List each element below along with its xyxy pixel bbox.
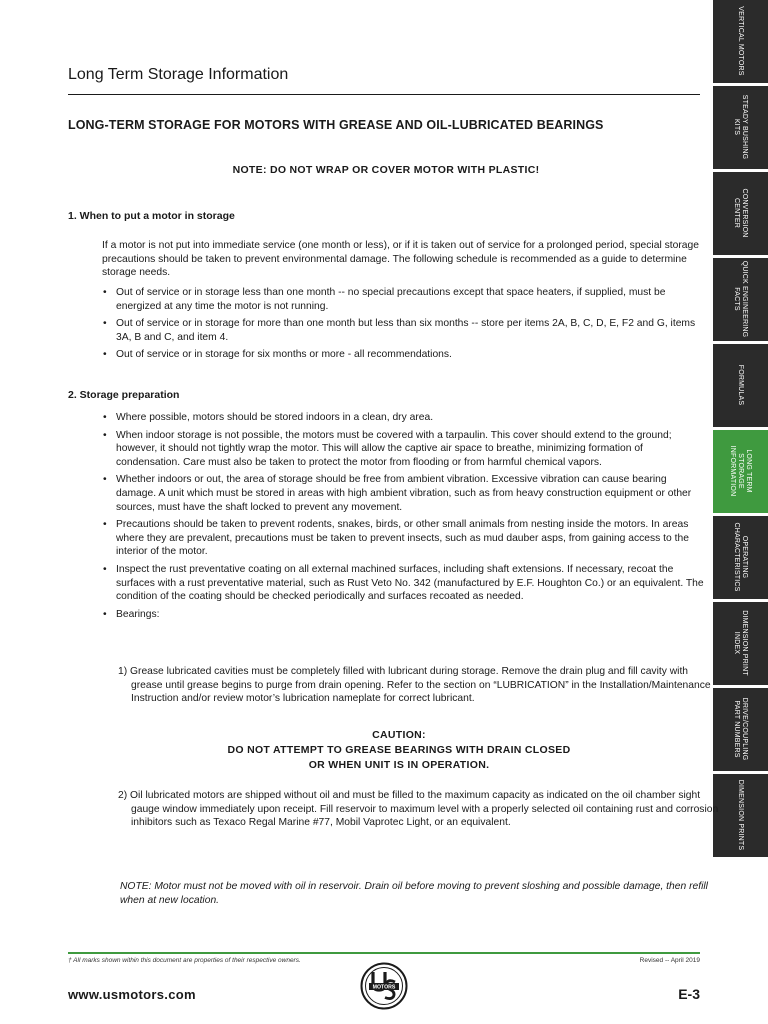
title-divider — [68, 94, 700, 95]
us-motors-logo-icon — [360, 962, 408, 1010]
side-tab-steady-bushing-kits[interactable] — [713, 86, 768, 169]
main-heading: LONG-TERM STORAGE FOR MOTORS WITH GREASE AND OIL-LUBRICATED BEARINGS — [68, 118, 604, 132]
side-tab-label: OPERATING CHARACTERISTICS — [733, 522, 748, 592]
caution-title: CAUTION: — [372, 729, 426, 741]
section-2-heading: 2. Storage preparation — [68, 389, 180, 401]
footer-divider — [68, 952, 700, 954]
bearing-grease-item: 1) Grease lubricated cavities must be completely filled with lubricant during storage. Remove the drain plug and fill cavity with grease until grease begins to purge from drain opening. Refer to the section on “LUBRICATION” in the Installation/Maintenance Instruction and/or review motor’s lubrication nameplate for correct lubricant. — [118, 666, 711, 705]
logo-text: MOTORS — [372, 984, 396, 991]
side-tab-label: STEADY BUSHING KITS — [733, 94, 748, 160]
side-tab-label: VERTICAL MOTORS — [737, 6, 744, 76]
list-item-text: Out of service or in storage for six months or more - all recommendations. — [116, 349, 452, 361]
side-tab-dimension-print-index[interactable] — [713, 602, 768, 685]
side-tab-long-term-storage[interactable] — [713, 430, 768, 513]
list-item-text: Precautions should be taken to prevent rodents, snakes, birds, or other small animals from nesting inside the motors. In areas where they are prevalent, precautions must be taken to prevent insects, such as mud dauber asps, from gaining access to the interior of the motor. — [116, 519, 689, 558]
list-item: • Out of service or in storage for more than one month but less than six months -- store per items 2A, B, C, D, E, F2 and G, items 3A, B and C, and item 4. — [103, 318, 696, 343]
list-item: • Out of service or in storage less than one month -- no special precautions except that space heaters, if supplied, must be energized at any time the motor is not running. — [103, 287, 666, 312]
side-tab-label: DIMENSION PRINT INDEX — [733, 610, 748, 676]
side-tab-quick-engineering-facts[interactable] — [713, 258, 768, 341]
section-1-heading: 1. When to put a motor in storage — [68, 210, 235, 222]
section-1-intro: If a motor is not put into immediate service (one month or less), or if it is taken out of service for a prolonged period, special storage precautions should be taken to prevent environmental damage. The following schedule is recommended as a guide to determine storage needs. — [102, 240, 699, 279]
revision-date: Revised -- April 2019 — [639, 957, 700, 964]
side-tab-label: QUICK ENGINEERING FACTS — [733, 260, 748, 338]
list-item: • Out of service or in storage for six months or more - all recommendations. — [103, 349, 452, 361]
trademark-note: † All marks shown within this document are properties of their respective owners. — [68, 957, 301, 964]
side-tab-label: CONVERSION CENTER — [733, 188, 748, 238]
bearing-oil-item: 2) Oil lubricated motors are shipped without oil and must be filled to the maximum capacity as indicated on the oil chamber sight gauge window immediately upon receipt. Fill reservoir to maximum level with a properly selected oil containing rust and corrosion inhibitors such as Texaco Regal Marine #77, Mobil Vaprotec Light, or an equivalent. — [118, 790, 719, 829]
oil-reservoir-note: NOTE: Motor must not be moved with oil in reservoir. Drain oil before moving to prevent sloshing and possible damage, then refill when at new location. — [120, 881, 708, 906]
side-tab-label: LONG TERM STORAGE INFORMATION — [729, 445, 752, 497]
plastic-warning-note: NOTE: DO NOT WRAP OR COVER MOTOR WITH PLASTIC! — [232, 164, 540, 176]
list-item: • Where possible, motors should be stored indoors in a clean, dry area. — [103, 412, 434, 423]
list-item-text: When indoor storage is not possible, the motors must be covered with a tarpaulin. This cover should extend to the ground; however, it should not tightly wrap the motor. This will allow the captive air space to breathe, minimizing formation of condensation. Care must also be taken to protect the motor from flooding or from harmful chemical vapors. — [116, 429, 672, 468]
side-tab-operating-characteristics[interactable] — [713, 516, 768, 599]
side-tab-label: FORMULAS — [737, 364, 744, 406]
list-item-text: Out of service or in storage less than one month -- no special precautions except that space heaters, if supplied, must be energized at any time the motor is not running. — [116, 287, 666, 312]
side-tab-conversion-center[interactable] — [713, 172, 768, 255]
list-item: • Bearings: — [103, 608, 160, 620]
list-item-text: Whether indoors or out, the area of storage should be free from ambient vibration. Excessive vibration can cause bearing damage. A unit which must be stored in areas with high ambient vibration, such as from heavy construction equipment or other sources, must have the shaft locked to prevent any movement. — [116, 474, 692, 513]
section-2-list — [102, 411, 704, 625]
side-tab-label: DIMENSION PRINTS — [737, 779, 744, 851]
list-item: • Whether indoors or out, the area of storage should be free from ambient vibration. Excessive vibration can cause bearing damage. A unit which must be stored in areas with high ambient vibration, such as from heavy construction equipment or other sources, must have the shaft locked to prevent any movement. — [103, 474, 692, 513]
list-item-text: Inspect the rust preventative coating on all external machined surfaces, including shaft extensions. If necessary, recoat the surfaces with a rust preventative material, such as Rust Veto No. 342 (manufactured by E.F. Houghton Co.) or an equivalent. The condition of the coating should be checked periodically and surfaces recoated as needed. — [116, 563, 704, 603]
side-tab-vertical-motors[interactable] — [713, 0, 768, 83]
caution-line-1: DO NOT ATTEMPT TO GREASE BEARINGS WITH DRAIN CLOSED — [227, 744, 571, 756]
list-item: • When indoor storage is not possible, the motors must be covered with a tarpaulin. This cover should extend to the ground; however, it should not tightly wrap the motor. This will allow the captive air space to breathe, minimizing formation of condensation. Care must also be taken to protect the motor from flooding or from harmful chemical vapors. — [103, 429, 672, 468]
page-number: E-3 — [678, 986, 700, 1002]
page-title: Long Term Storage Information — [68, 66, 289, 83]
section-1-list — [102, 286, 704, 366]
side-tab-formulas[interactable] — [713, 344, 768, 427]
side-tab-dimension-prints[interactable] — [713, 774, 768, 857]
side-tab-label: DRIVE/COUPLING PART NUMBERS — [733, 697, 748, 761]
caution-line-2: OR WHEN UNIT IS IN OPERATION. — [308, 759, 490, 771]
list-item-text: Where possible, motors should be stored indoors in a clean, dry area. — [116, 412, 434, 423]
list-item-text: Bearings: — [116, 608, 160, 620]
list-item: • Inspect the rust preventative coating on all external machined surfaces, including shaft extensions. If necessary, recoat the surfaces with a rust preventative material, such as Rust Veto No. 342 (manufactured by E.F. Houghton Co.) or an equivalent. The condition of the coating should be checked periodically and surfaces recoated as needed. — [103, 563, 704, 603]
list-item-text: Out of service or in storage for more than one month but less than six months -- store per items 2A, B, C, D, E, F2 and G, items 3A, B and C, and item 4. — [116, 318, 696, 343]
website-link[interactable]: www.usmotors.com — [68, 987, 196, 1002]
list-item: • Precautions should be taken to prevent rodents, snakes, birds, or other small animals from nesting inside the motors. In areas where they are prevalent, precautions must be taken to prevent insects, such as mud dauber asps, from gaining access to the interior of the motor. — [103, 519, 689, 558]
